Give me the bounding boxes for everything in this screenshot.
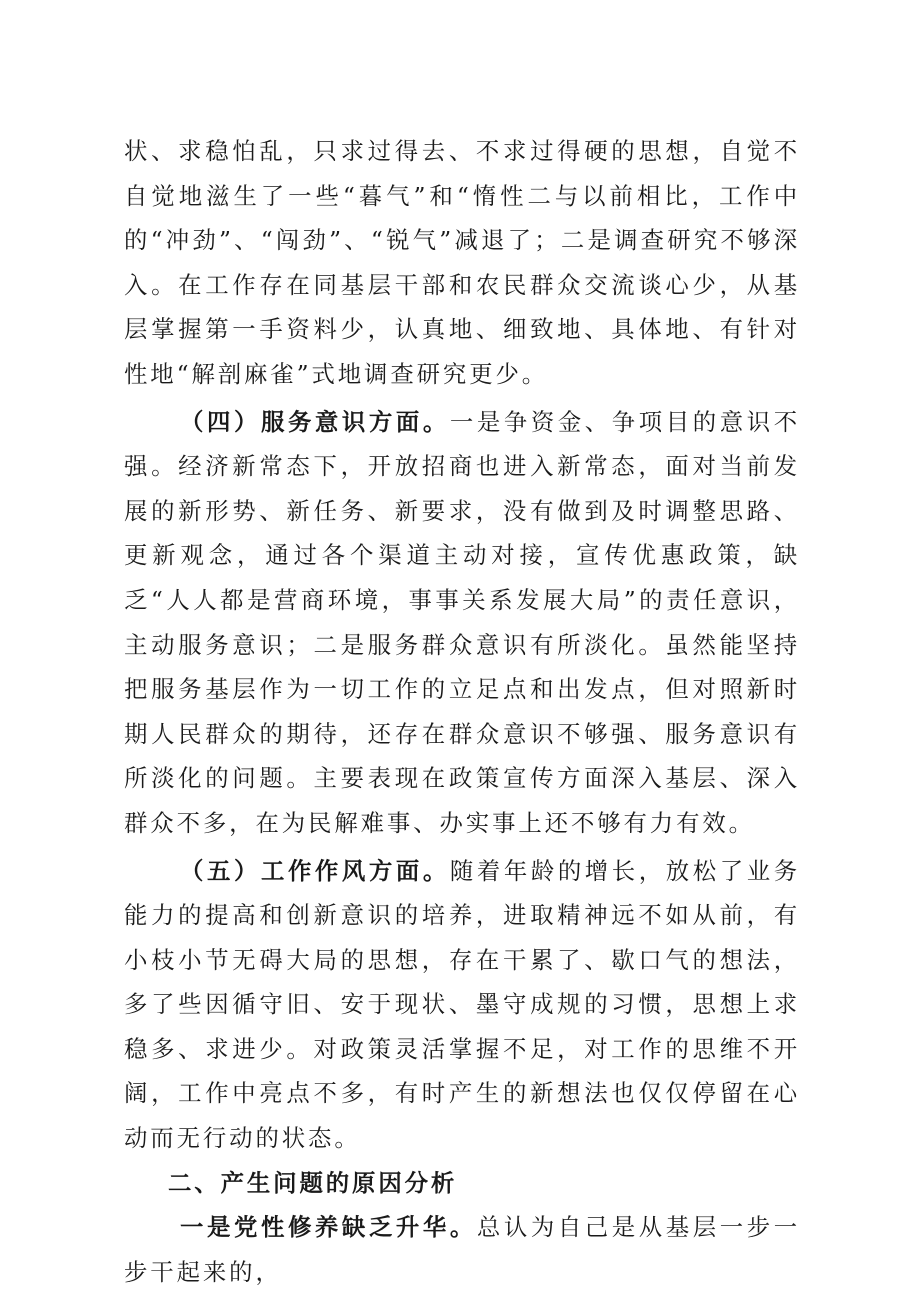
paragraph-body: 总认为自己是从基层一步一步干起来的， xyxy=(124,1213,800,1286)
paragraph-body: 状、求稳怕乱，只求过得去、不求过得硬的思想，自觉不自觉地滋生了一些“暮气”和“惰性二与以前相比，工作中的“冲劲”、“闯劲”、“锐气”减退了；二是调查研究不够深入。在工作存在同基层干部和农民群众交流谈心少，从基层掌握第一手资料少，认真地、细致地、具体地、有针对性地“解剖麻雀”式地调查研究更少。 xyxy=(124,137,800,388)
paragraph-lead: （五）工作作风方面。 xyxy=(180,856,450,885)
paragraph-body: 随着年龄的增长，放松了业务能力的提高和创新意识的培养，进取精神远不如从前，有小枝小节无碍大局的思想，存在干累了、歇口气的想法，多了些因循守旧、安于现状、墨守成规的习惯，思想上求稳多、求进少。对政策灵活掌握不足，对工作的思维不开阔，工作中亮点不多，有时产生的新想法也仅仅停留在心动而无行动的状态。 xyxy=(124,856,801,1153)
section-heading: 二、产生问题的原因分析 xyxy=(168,1168,458,1197)
paragraph-work-style xyxy=(124,849,800,1161)
paragraph-body: 一是争资金、争项目的意识不强。经济新常态下，开放招商也进入新常态，面对当前发展的新形势、新任务、新要求，没有做到及时调整思路、更新观念，通过各个渠道主动对接，宣传优惠政策，缺乏“人人都是营商环境，事事关系发展大局”的责任意识，主动服务意识；二是服务群众意识有所淡化。虽然能坚持把服务基层作为一切工作的立足点和出发点，但对照新时期人民群众的期待，还存在群众意识不够强、服务意识有所淡化的问题。主要表现在政策宣传方面深入基层、深入群众不多，在为民解难事、办实事上还不够有力有效。 xyxy=(124,407,801,837)
paragraph-continuation xyxy=(124,129,800,397)
paragraph-service-awareness xyxy=(124,400,800,846)
paragraph-lead: （四）服务意识方面。 xyxy=(180,407,450,436)
paragraph-lead: 一是党性修养缺乏升华。 xyxy=(180,1213,477,1242)
paragraph-party-cultivation xyxy=(124,1205,800,1294)
